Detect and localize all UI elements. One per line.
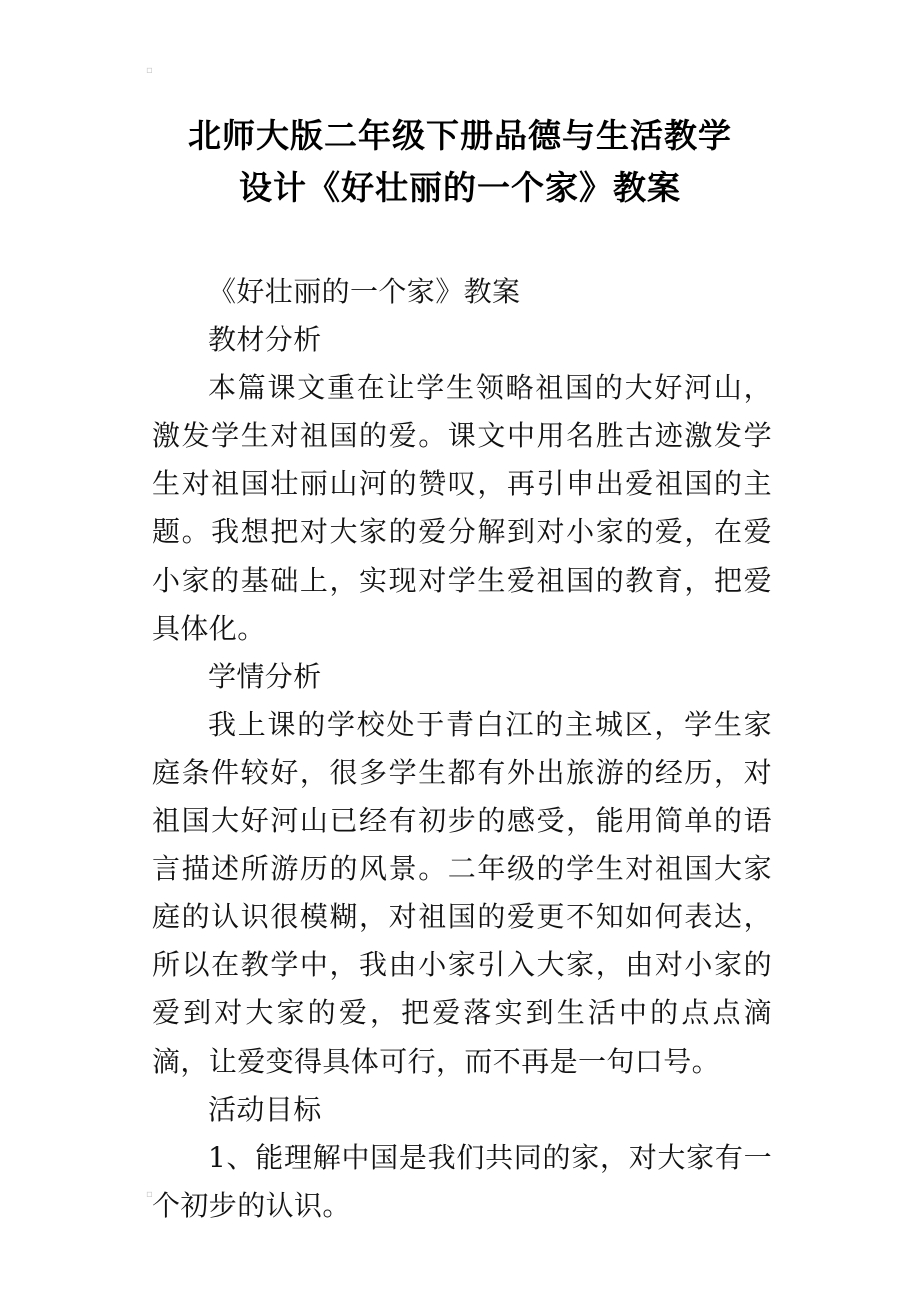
title-line-1: 北师大版二年级下册品德与生活教学 — [188, 116, 732, 155]
paragraph-students: 我上课的学校处于青白江的主城区，学生家庭条件较好，很多学生都有外出旅游的经历，对祖国大好河山已经有初步的感受，能用简单的语言描述所游历的风景。二年级的学生对祖国大家庭的认识很模糊，对祖国的爱更不知如何表达，所以在教学中，我由小家引入大家，由对小家的爱到对大家的爱，把爱落实到生活中的点点滴滴，让爱变得具体可行，而不再是一句口号。 — [152, 707, 772, 1078]
corner-mark-top: ▫ — [146, 65, 153, 76]
section-heading-students: 学情分析 — [208, 659, 322, 693]
title-line-2: 设计《好壮丽的一个家》教案 — [239, 168, 681, 207]
document-body — [152, 268, 772, 1230]
paragraph-objective-1: 1、能理解中国是我们共同的家，对大家有一个初步的认识。 — [152, 1140, 772, 1222]
doc-subtitle: 《好壮丽的一个家》教案 — [208, 275, 521, 308]
corner-mark-bottom: ▫ — [146, 1189, 153, 1200]
section-heading-objectives: 活动目标 — [208, 1092, 322, 1126]
paragraph-materials: 本篇课文重在让学生领略祖国的大好河山，激发学生对祖国的爱。课文中用名胜古迹激发学生对祖国壮丽山河的赞叹，再引申出爱祖国的主题。我想把对大家的爱分解到对小家的爱，在爱小家的基础上，实现对学生爱祖国的教育，把爱具体化。 — [152, 371, 772, 645]
section-heading-materials: 教材分析 — [208, 323, 322, 357]
